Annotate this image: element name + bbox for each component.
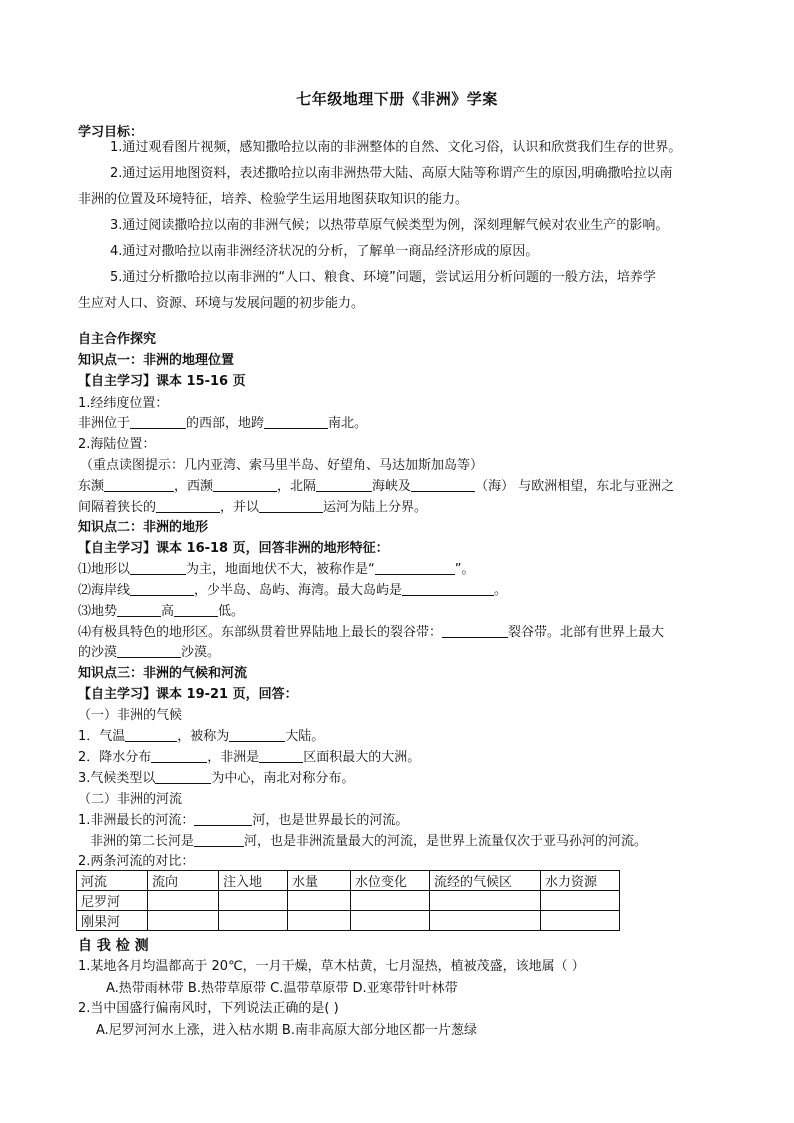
table-row-label: 尼罗河 [77,891,148,911]
self-test-heading: 自 我 检 测 [78,938,149,954]
k3-climate-2 [78,749,420,767]
k3-self-study: 【自主学习】课本 19-21 页，回答： [78,687,298,702]
answer-blank[interactable] [213,478,277,492]
k3-river-compare: 2.两条河流的对比： [78,854,195,869]
k3-a-text-3: 大陆。 [285,729,325,744]
goal-3: 3.通过阅读撒哈拉以南的非洲气候；以热带草原气候类型为例，深刻理解气候对农业生产的影响。 [110,218,669,233]
k1-sea-line-2 [78,499,427,517]
table-cell[interactable] [219,911,288,931]
k2-item-1 [78,561,475,579]
k2-a-text-3: ”。 [454,562,475,577]
test-question-2: 2.当中国盛行偏南风时，下列说法正确的是( ) [78,1001,339,1016]
table-cell[interactable] [288,911,351,931]
answer-blank[interactable] [156,499,220,513]
k2-a-text-1: ⑴地形以 [78,562,131,577]
answer-blank[interactable] [442,624,508,638]
k3-c-text-1: 3.气候类型以 [78,771,156,786]
k3-heading: 知识点三：非洲的气候和河流 [78,666,248,681]
k1-l1-text-d: 海峡及 [372,479,412,494]
table-header-cell: 河流 [77,871,148,891]
test-question-1: 1.某地各月均温都高于 20℃，一月干燥，草木枯黄，七月湿热，植被茂盛，该地属（ ） [78,959,585,974]
k1-q1: 1.经纬度位置： [78,396,169,411]
k2-item-3 [78,603,244,621]
goals-heading: 学习目标： [78,125,144,140]
table-cell[interactable] [430,911,541,931]
k2-item-4 [78,624,664,642]
answer-blank[interactable] [130,561,186,575]
k3-b-text-3: 区面积最大的大洲。 [303,750,421,765]
k3-climate-3 [78,770,354,788]
k3-river-2 [90,833,647,851]
k3-r1-text-a: 1.非洲最长的河流： [78,813,195,828]
k2-c-text-2: 高 [161,604,175,619]
k2-c-text-3: 低。 [218,604,245,619]
table-cell[interactable] [351,891,430,911]
k2-e-text-2: 沙漠。 [181,645,221,660]
k1-hint: （重点读图提示：几内亚湾、索马里半岛、好望角、马达加斯加岛等） [80,458,484,473]
k1-l1-text-a: 东濒 [78,479,105,494]
answer-blank[interactable] [130,582,194,596]
k2-b-text-1: ⑵海岸线 [78,583,131,598]
answer-blank[interactable] [174,603,218,617]
table-cell[interactable] [541,891,620,911]
k3-b-text-1: 2．降水分布 [78,750,152,765]
k3-climate-subheading: （一）非洲的气候 [78,708,183,723]
k3-a-text-1: 1．气温 [78,729,126,744]
k1-q1-text-c: 南北。 [328,416,368,431]
k2-e-text-1: 的沙漠 [78,645,118,660]
table-cell[interactable] [148,891,219,911]
table-row [77,911,620,931]
answer-blank[interactable] [411,478,475,492]
k1-q1-text-a: 非洲位于 [78,416,131,431]
k3-a-text-2: ，被称为 [177,729,230,744]
table-row-label: 刚果河 [77,911,148,931]
table-header-cell: 注入地 [219,871,288,891]
table-cell[interactable] [288,891,351,911]
page-title: 七年级地理下册《非洲》学案 [296,90,498,108]
k3-river-1 [78,812,408,830]
k2-heading: 知识点二：非洲的地形 [78,520,209,535]
k1-q1-text-b: 的西部，地跨 [186,416,265,431]
table-row [77,891,620,911]
table-header-cell: 水量 [288,871,351,891]
k2-b-text-2: ，少半岛、岛屿、海湾。最大岛屿是 [194,583,403,598]
table-header-cell: 流经的气候区 [430,871,541,891]
k3-r1-text-b: 河，也是世界最长的河流。 [252,813,409,828]
k2-d-text-1: ⑷有极具特色的地形区。东部纵贯着世界陆地上最长的裂谷带： [78,625,443,640]
k1-heading: 知识点一：非洲的地理位置 [78,353,235,368]
test-question-2-options: A.尼罗河河水上涨，进入枯水期 B.南非高原大部分地区都一片葱绿 [96,1023,477,1038]
k2-item-4-cont [78,644,220,662]
k1-l2-text-b: ，并以 [220,500,260,515]
k2-d-text-2: 裂谷带。北部有世界上最大 [508,625,665,640]
section-heading: 自主合作探究 [78,332,157,347]
answer-blank[interactable] [229,728,285,742]
answer-blank[interactable] [117,644,181,658]
answer-blank[interactable] [194,833,244,847]
k3-climate-1 [78,728,324,746]
k1-self-study: 【自主学习】课本 15-16 页 [78,374,246,389]
table-header-row [77,871,620,891]
k1-sea-line-1 [78,478,674,496]
goal-5-line-2: 生应对人口、资源、环境与发展问题的初步能力。 [78,296,365,311]
river-comparison-table [76,870,620,931]
answer-blank[interactable] [104,478,174,492]
table-header-cell: 水位变化 [351,871,430,891]
goal-2-line-2: 非洲的位置及环境特征，培养、检验学生运用地图获取知识的能力。 [78,192,469,207]
k1-l1-text-e: （海） 与欧洲相望，东北与亚洲之 [475,479,675,494]
k1-l1-text-b: ，西濒 [174,479,214,494]
k2-b-text-3: 。 [494,583,508,598]
table-cell[interactable] [541,911,620,931]
goal-1: 1.通过观看图片视频，感知撒哈拉以南的非洲整体的自然、文化习俗，认识和欣赏我们生存的世界。 [110,140,682,155]
table-cell[interactable] [148,911,219,931]
answer-blank[interactable] [151,749,207,763]
answer-blank[interactable] [264,415,328,429]
k3-b-text-2: ，非洲是 [207,750,260,765]
k1-q2: 2.海陆位置： [78,437,156,452]
answer-blank[interactable] [117,603,161,617]
k1-l1-text-c: ，北隔 [277,479,317,494]
test-question-1-options: A.热带雨林带 B.热带草原带 C.温带草原带 D.亚寒带针叶林带 [106,981,458,996]
answer-blank[interactable] [316,478,372,492]
k3-c-text-2: 为中心，南北对称分布。 [211,771,355,786]
k1-l2-text-c: 运河为陆上分界。 [323,500,428,515]
answer-blank[interactable] [155,770,211,784]
k2-self-study: 【自主学习】课本 16-18 页，回答非洲的地形特征： [78,541,389,556]
k1-l2-text-a: 间隔着狭长的 [78,500,157,515]
k2-a-text-2: 为主，地面地伏不大，被称作是“ [186,562,375,577]
answer-blank[interactable] [259,499,323,513]
goal-5-line-1: 5.通过分析撒哈拉以南非洲的“人口、粮食、环境”问题，尝试运用分析问题的一般方法，培养学 [110,270,656,285]
table-cell[interactable] [219,891,288,911]
k2-c-text-1: ⑶地势 [78,604,118,619]
goal-4: 4.通过对撒哈拉以南非洲经济状况的分析，了解单一商品经济形成的原因。 [110,244,539,259]
answer-blank[interactable] [194,812,252,826]
answer-blank[interactable] [402,582,494,596]
table-header-cell: 水力资源 [541,871,620,891]
answer-blank[interactable] [130,415,186,429]
k3-r2-text-a: 非洲的第二长河是 [90,834,195,849]
k3-r2-text-b: 河，也是非洲流量最大的河流，是世界上流量仅次于亚马孙河的河流。 [244,834,648,849]
answer-blank[interactable] [259,749,303,763]
k2-item-2 [78,582,507,600]
table-header-cell: 流向 [148,871,219,891]
answer-blank[interactable] [125,728,177,742]
k1-q1-line [78,415,367,433]
goal-2-line-1: 2.通过运用地图资料，表述撒哈拉以南非洲热带大陆、高原大陆等称谓产生的原因,明确撒哈拉以南 [110,166,673,181]
k3-river-subheading: （二）非洲的河流 [78,792,183,807]
table-cell[interactable] [430,891,541,911]
answer-blank[interactable] [375,561,455,575]
table-cell[interactable] [351,911,430,931]
